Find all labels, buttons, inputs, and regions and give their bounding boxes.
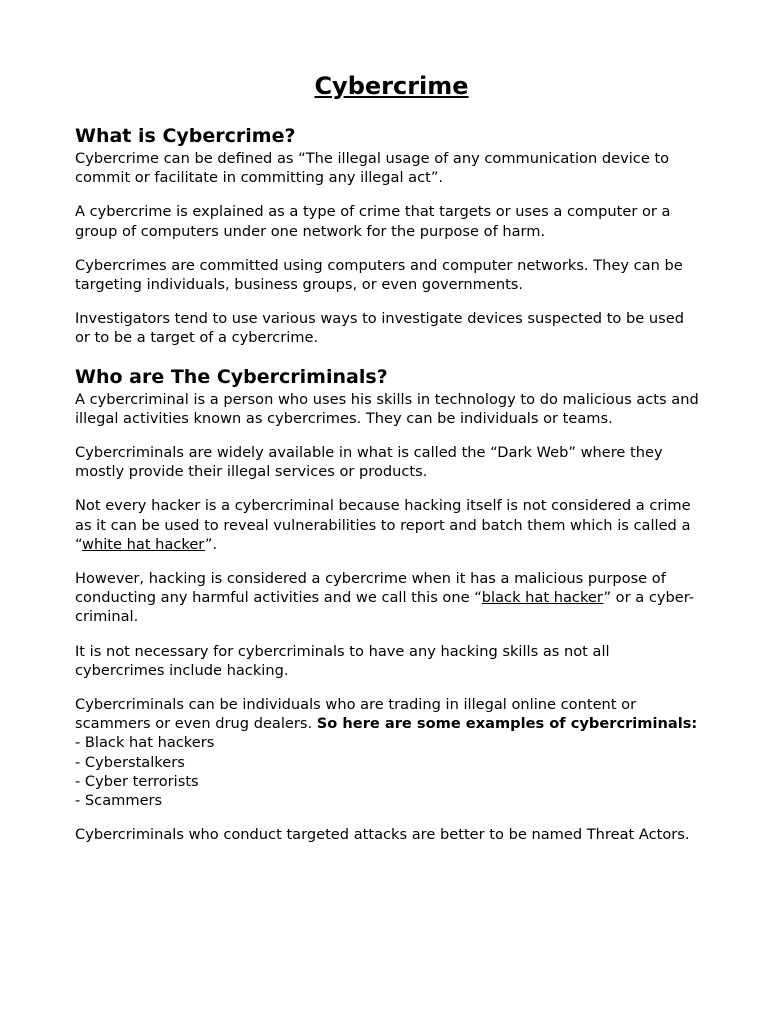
paragraph-text: However, hacking is considered a cybercrime when it has a malicious purpose of conducting any harmful activities and we call this one “	[75, 570, 666, 607]
paragraph-text: Not every hacker is a cybercriminal because hacking itself is not considered a crime as it can be used to reveal vulnerabilities to report and batch them which is called a “	[75, 497, 691, 553]
paragraph: Cybercriminals are widely available in what is called the “Dark Web” where they mostly provide their illegal services or products.	[75, 444, 663, 481]
paragraph-text: ” or a cyber-criminal.	[75, 589, 695, 626]
examples-intro-bold: So here are some examples of cybercriminals:	[316, 715, 698, 733]
list-item: - Black hat hackers	[75, 734, 215, 752]
paragraph: It is not necessary for cybercriminals to have any hacking skills as not all cybercrimes include hacking.	[75, 642, 610, 679]
paragraph: Cybercriminals who conduct targeted attacks are better to be named Threat Actors.	[75, 826, 690, 844]
paragraph-white-hat	[75, 496, 700, 554]
section-heading-what-is-cybercrime: What is Cybercrime?	[75, 125, 296, 147]
list-item: - Cyberstalkers	[75, 753, 185, 771]
document-title: Cybercrime	[314, 72, 469, 100]
paragraph-black-hat	[75, 569, 700, 627]
paragraph-examples	[75, 695, 700, 810]
section-heading-who-are-cybercriminals: Who are The Cybercriminals?	[75, 365, 388, 388]
list-item: - Cyber terrorists	[75, 772, 199, 790]
list-item: - Scammers	[75, 792, 163, 810]
white-hat-hacker-term: white hat hacker	[82, 535, 205, 553]
document-page	[75, 68, 700, 844]
paragraph: Cybercrimes are committed using computers and computer networks. They can be targeting individuals, business groups, or even governments.	[75, 256, 683, 294]
paragraph-text: Cybercriminals can be individuals who are trading in illegal online content or scammers or even drug dealers.	[75, 696, 637, 733]
paragraph: A cybercriminal is a person who uses his skills in technology to do malicious acts and illegal activities known as cybercrimes. They can be individuals or teams.	[75, 390, 699, 427]
paragraph-text: ”.	[204, 535, 218, 553]
black-hat-hacker-term: black hat hacker	[481, 589, 604, 607]
paragraph: Investigators tend to use various ways to investigate devices suspected to be used or to be a target of a cybercrime.	[75, 310, 684, 347]
paragraph: Cybercrime can be defined as “The illegal usage of any communication device to commit or facilitate in committing any illegal act”.	[75, 150, 670, 187]
paragraph: A cybercrime is explained as a type of crime that targets or uses a computer or a group of computers under one network for the purpose of harm.	[75, 203, 671, 240]
